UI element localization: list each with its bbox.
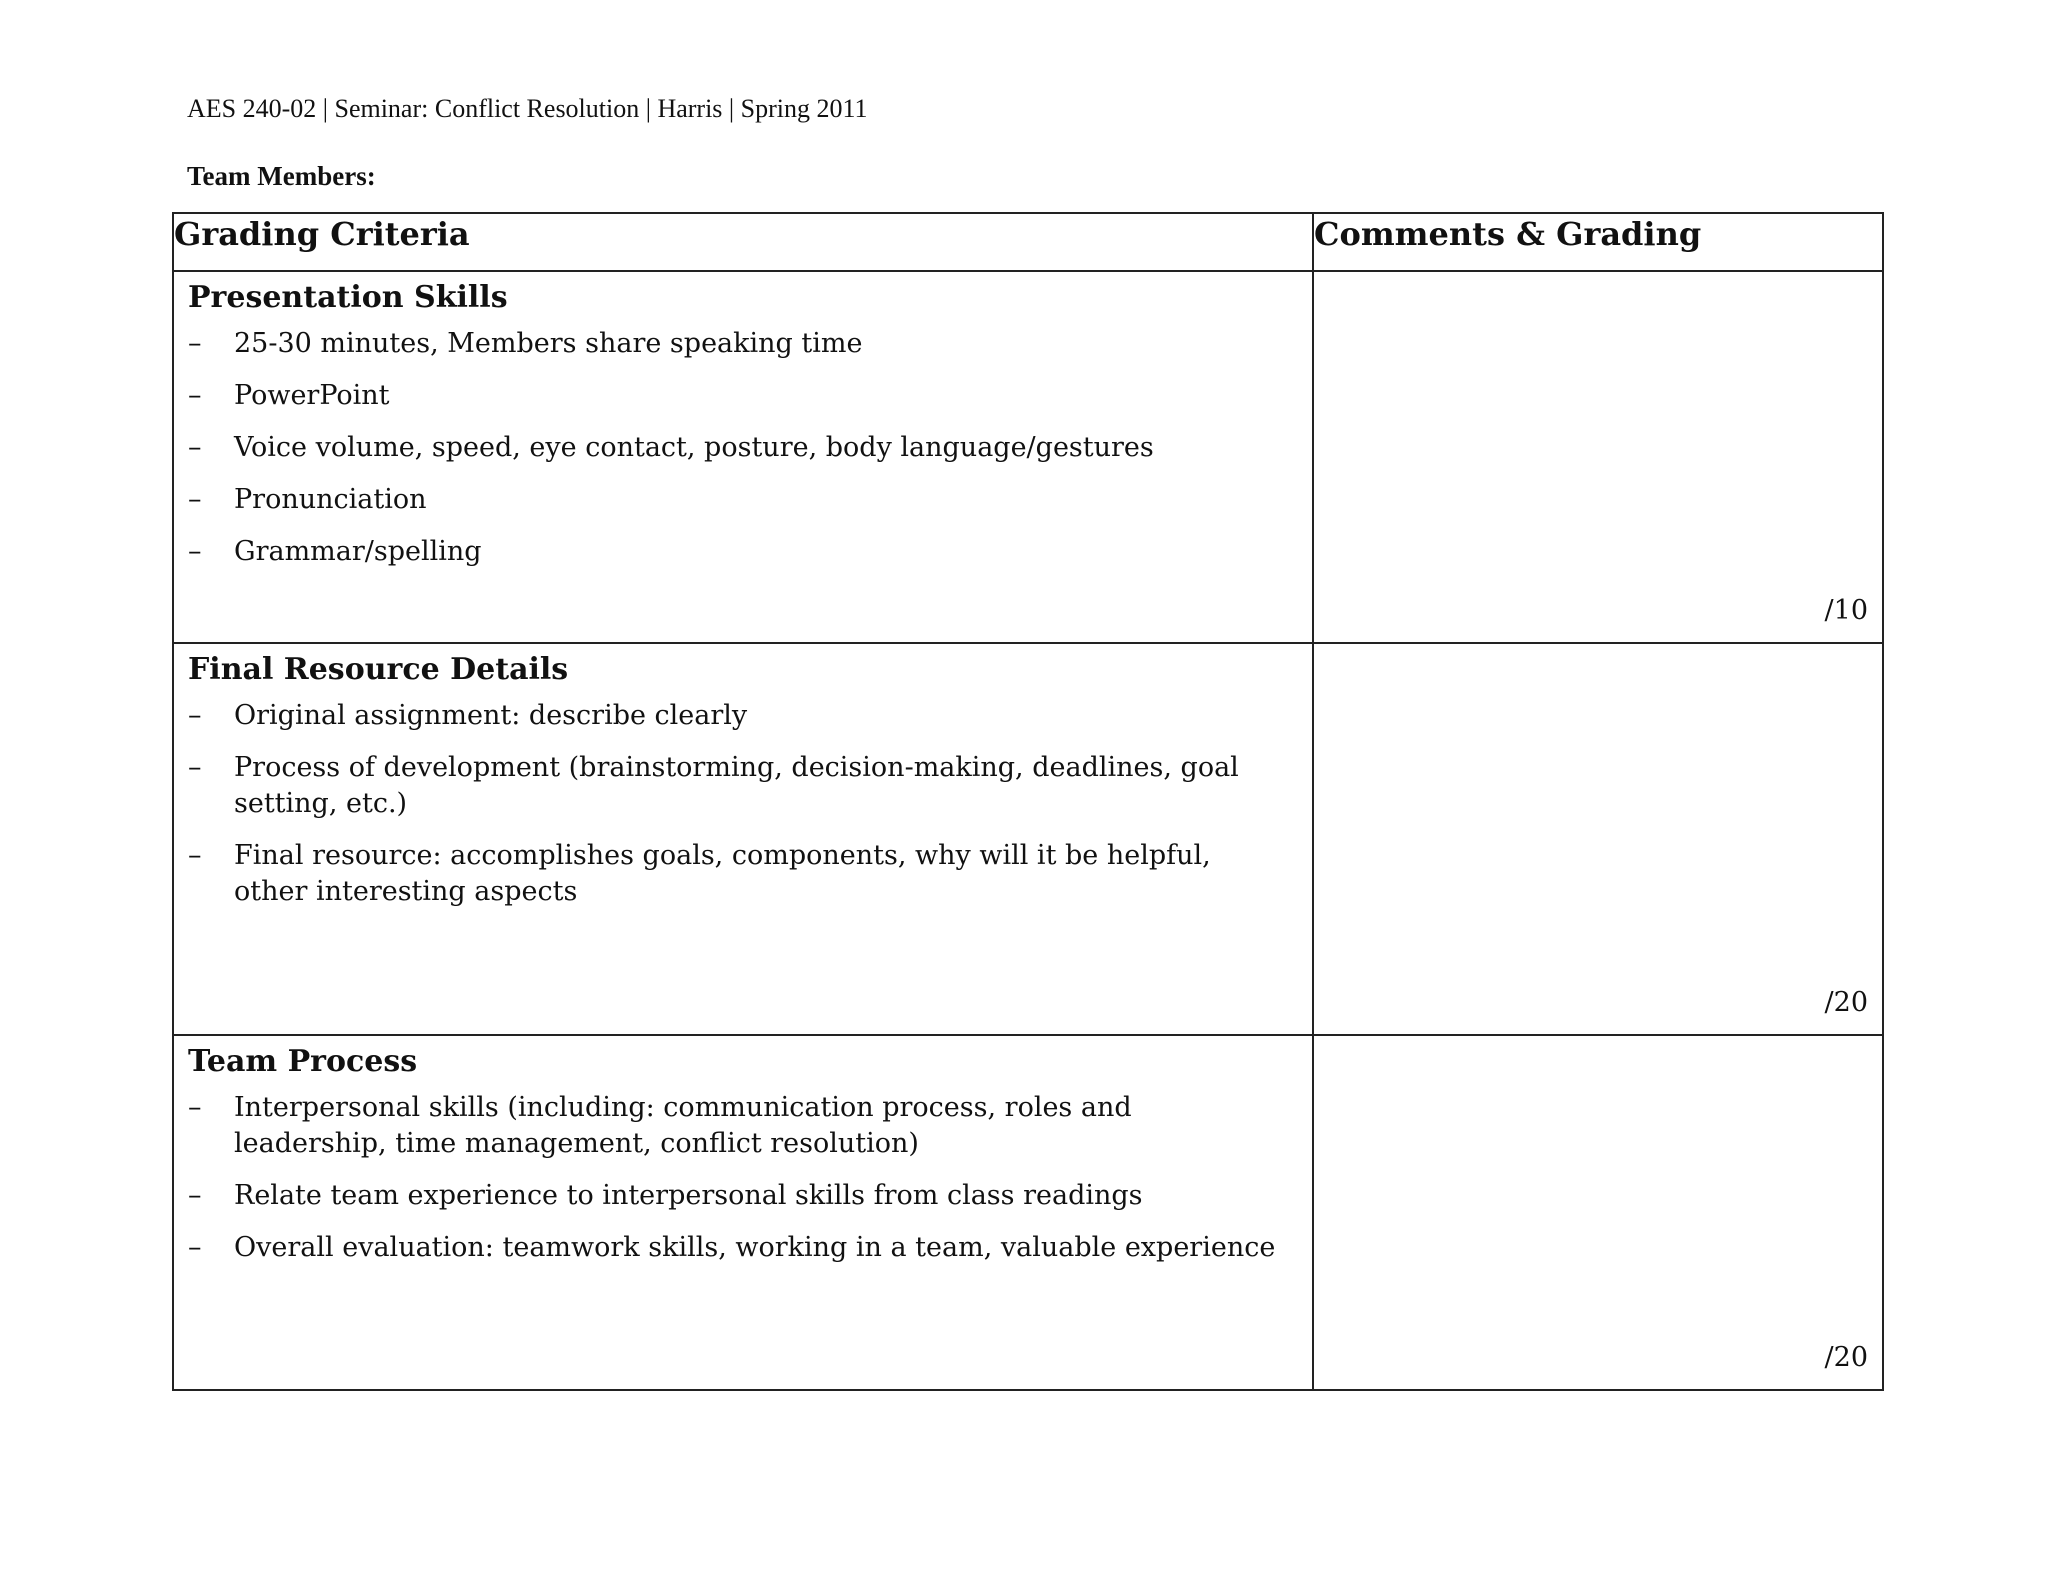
item-text: Grammar/spelling (234, 536, 482, 567)
team-members-label: Team Members: (187, 161, 376, 191)
criteria-cell (173, 643, 1313, 1035)
score-out-of: /20 (1824, 987, 1868, 1018)
table-row-team-process (173, 1035, 1883, 1390)
list-item (188, 430, 1282, 466)
list-item (188, 482, 1282, 518)
course-header: AES 240-02 | Seminar: Conflict Resolution | Harris | Spring 2011 (187, 94, 868, 123)
list-item (188, 1230, 1282, 1266)
bullet-dash: – (188, 432, 202, 463)
item-text: Final resource: accomplishes goals, components, why will it be helpful, other interesting aspects (234, 840, 1211, 907)
score-out-of: /20 (1824, 1342, 1868, 1373)
bullet-dash: – (188, 1092, 202, 1123)
comments-grading-cell[interactable] (1313, 643, 1883, 1035)
list-item (188, 1090, 1282, 1162)
item-text: Pronunciation (234, 484, 427, 515)
bullet-dash: – (188, 380, 202, 411)
bullet-dash: – (188, 752, 202, 783)
bullet-dash: – (188, 840, 202, 871)
column-header-comments-grading: Comments & Grading (1313, 213, 1883, 271)
item-text: Voice volume, speed, eye contact, posture, body language/gestures (234, 432, 1154, 463)
table-row-final-resource-details (173, 643, 1883, 1035)
section-title: Presentation Skills (188, 280, 508, 315)
comments-grading-cell[interactable] (1313, 271, 1883, 643)
section-title: Final Resource Details (188, 652, 569, 687)
column-header-grading-criteria: Grading Criteria (173, 213, 1313, 271)
grading-rubric-table (172, 212, 1884, 1391)
item-text: PowerPoint (234, 380, 390, 411)
bullet-dash: – (188, 700, 202, 731)
bullet-dash: – (188, 328, 202, 359)
table-header-row (173, 213, 1883, 271)
item-text: Original assignment: describe clearly (234, 700, 748, 731)
table-row-presentation-skills (173, 271, 1883, 643)
list-item (188, 750, 1282, 822)
section-title: Team Process (188, 1044, 418, 1079)
bullet-dash: – (188, 536, 202, 567)
bullet-dash: – (188, 1232, 202, 1263)
criteria-list (174, 326, 1312, 570)
comments-grading-cell[interactable] (1313, 1035, 1883, 1390)
list-item (188, 326, 1282, 362)
item-text: Relate team experience to interpersonal skills from class readings (234, 1180, 1143, 1211)
bullet-dash: – (188, 1180, 202, 1211)
criteria-list (174, 1090, 1312, 1266)
criteria-list (174, 698, 1312, 910)
bullet-dash: – (188, 484, 202, 515)
criteria-cell (173, 271, 1313, 643)
list-item (188, 1178, 1282, 1214)
item-text: Process of development (brainstorming, decision-making, deadlines, goal setting, etc.) (234, 752, 1239, 819)
criteria-cell (173, 1035, 1313, 1390)
score-out-of: /10 (1824, 595, 1868, 626)
item-text: Interpersonal skills (including: communication process, roles and leadership, time management, conflict resolution) (234, 1092, 1132, 1159)
list-item (188, 378, 1282, 414)
list-item (188, 838, 1282, 910)
list-item (188, 534, 1282, 570)
item-text: Overall evaluation: teamwork skills, working in a team, valuable experience (234, 1232, 1276, 1263)
list-item (188, 698, 1282, 734)
item-text: 25-30 minutes, Members share speaking time (234, 328, 863, 359)
